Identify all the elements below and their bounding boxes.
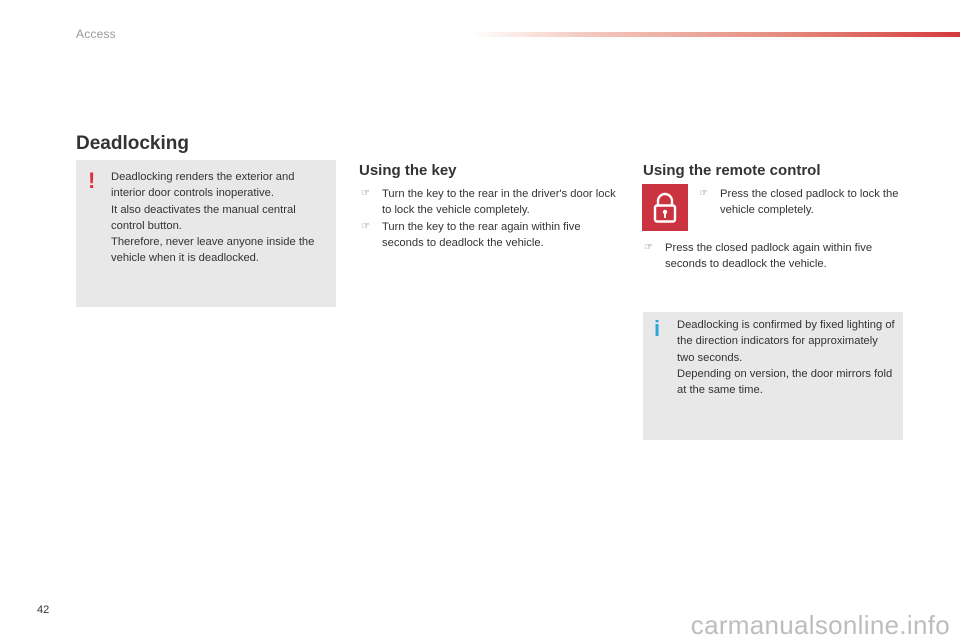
warning-box (76, 160, 336, 307)
info-paragraph: Depending on version, the door mirrors fold at the same time. (677, 367, 893, 397)
info-box (643, 312, 903, 440)
warning-paragraph: It also deactivates the manual central control button. (111, 203, 296, 232)
step-text: Press the closed padlock to lock the vehicle completely. (720, 188, 899, 217)
warning-paragraph: Therefore, never leave anyone inside the vehicle when it is deadlocked. (111, 236, 315, 265)
step-text: Turn the key to the rear again within five seconds to deadlock the vehicle. (382, 220, 581, 249)
info-paragraph: Deadlocking is confirmed by fixed lighting of the direction indicators for approximately two seconds. (677, 319, 895, 364)
header-accent-bar (470, 32, 960, 37)
list-item (697, 186, 907, 219)
step-text: Turn the key to the rear in the driver's door lock to lock the vehicle completely. (382, 188, 616, 217)
pointing-hand-bullet-icon: ☞ (361, 188, 370, 199)
warning-text (111, 169, 323, 267)
using-key-steps (359, 186, 624, 251)
page-title: Deadlocking (76, 133, 189, 154)
list-item (642, 240, 912, 273)
page-number: 42 (37, 604, 50, 616)
remote-step-2 (642, 240, 912, 273)
section-label: Access (76, 27, 116, 41)
pointing-hand-bullet-icon: ☞ (644, 242, 653, 253)
info-icon: i (654, 316, 661, 341)
using-key-heading: Using the key (359, 162, 457, 179)
warning-paragraph: Deadlocking renders the exterior and interior door controls inoperative. (111, 171, 295, 200)
info-text (677, 317, 895, 398)
list-item (359, 186, 624, 219)
padlock-badge (642, 184, 688, 231)
watermark: carmanualsonline.info (690, 610, 950, 640)
list-item (359, 219, 624, 252)
pointing-hand-bullet-icon: ☞ (699, 188, 708, 199)
pointing-hand-bullet-icon: ☞ (361, 220, 370, 232)
exclamation-icon: ! (88, 168, 96, 193)
step-text: Press the closed padlock again within five seconds to deadlock the vehicle. (665, 242, 873, 271)
remote-step-1 (697, 186, 907, 219)
using-remote-heading: Using the remote control (643, 162, 821, 179)
padlock-icon (642, 184, 688, 231)
